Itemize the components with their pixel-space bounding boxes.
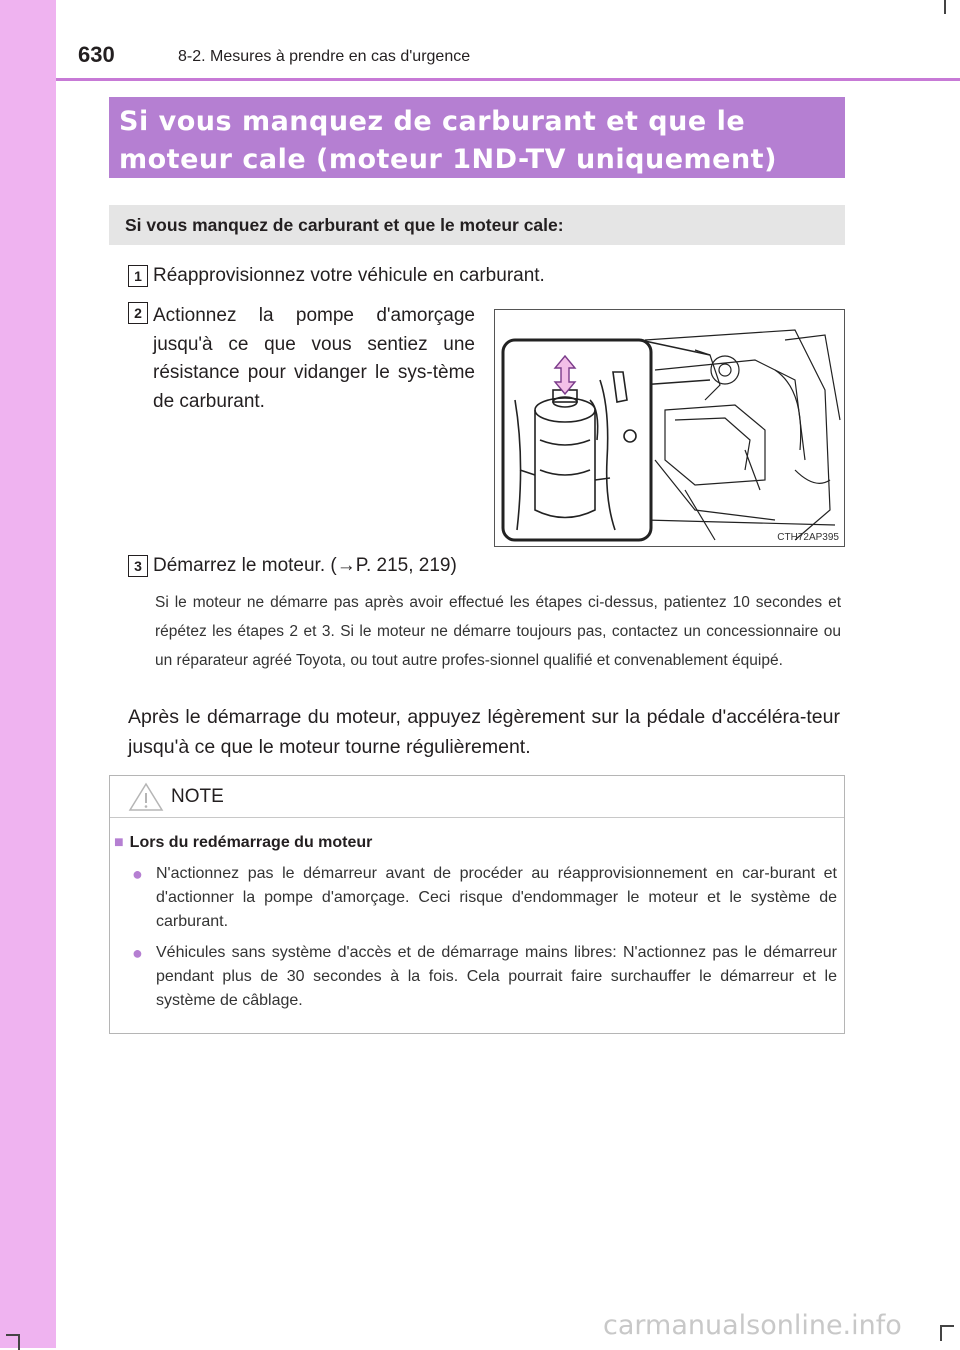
side-tab-strip <box>0 0 56 1348</box>
header-divider <box>56 78 960 81</box>
note-box <box>109 775 845 1034</box>
page-number: 630 <box>78 42 115 67</box>
warning-triangle-icon <box>128 782 164 812</box>
section-title-line-2: moteur cale (moteur 1ND-TV uniquement) <box>119 144 777 175</box>
step-number-1: 1 <box>128 265 148 287</box>
note-header <box>110 776 844 818</box>
round-bullet-icon: ● <box>132 943 143 963</box>
note-subheading <box>114 834 372 852</box>
note-item-2 <box>132 941 837 1013</box>
section-title-line-1: Si vous manquez de carburant et que le <box>119 106 746 137</box>
crop-mark <box>944 0 958 14</box>
chapter-heading: 8-2. Mesures à prendre en cas d'urgence <box>178 48 471 65</box>
priming-pump-drawing <box>495 310 844 546</box>
crop-mark <box>940 1325 954 1341</box>
after-start-instruction: Après le démarrage du moteur, appuyez légèrement sur la pédale d'accéléra-teur jusqu'à ce que le moteur tourne régulièrement. <box>128 706 840 758</box>
section-title <box>109 97 845 178</box>
subsection-title: Si vous manquez de carburant et que le moteur cale: <box>109 205 845 245</box>
note-item-1 <box>132 862 837 934</box>
step-3-detail: Si le moteur ne démarre pas après avoir effectué les étapes ci-dessus, patientez 10 secondes et répétez les étapes 2 et 3. Si le moteur ne démarre toujours pas, contactez un concessionnaire ou un réparateur agréé Toyota, ou tout autre profes-sionnel qualifié et convenablement équipé. <box>155 594 841 669</box>
round-bullet-icon: ● <box>132 864 143 884</box>
square-bullet-icon: ■ <box>114 834 124 851</box>
engine-bay-illustration <box>494 309 845 547</box>
note-item-1-text: N'actionnez pas le démarreur avant de procéder au réapprovisionnement en car-burant et d'actionner la pompe d'amorçage. Ceci risque d'endommager le moteur et le système de carburant. <box>156 865 837 930</box>
note-title: NOTE <box>171 786 224 807</box>
step-text-1: Réapprovisionnez votre véhicule en carburant. <box>153 265 545 286</box>
note-subheading-text: Lors du redémarrage du moteur <box>129 834 373 851</box>
step-text-3: Démarrez le moteur. (→P. 215, 219) <box>153 555 457 576</box>
step-number-3: 3 <box>128 555 148 577</box>
figure-code: CTH72AP395 <box>777 532 839 543</box>
step-number-2: 2 <box>128 302 148 324</box>
watermark: carmanualsonline.info <box>603 1310 902 1341</box>
note-item-2-text: Véhicules sans système d'accès et de démarrage mains libres: N'actionnez pas le démarreur pendant plus de 30 secondes à la fois. Cela pourrait faire surchauffer le démarreur et le système de câblage. <box>156 944 837 1009</box>
step-text-2: Actionnez la pompe d'amorçage jusqu'à ce que vous sentiez une résistance pour vidanger le sys-tème de carburant. <box>153 305 475 412</box>
